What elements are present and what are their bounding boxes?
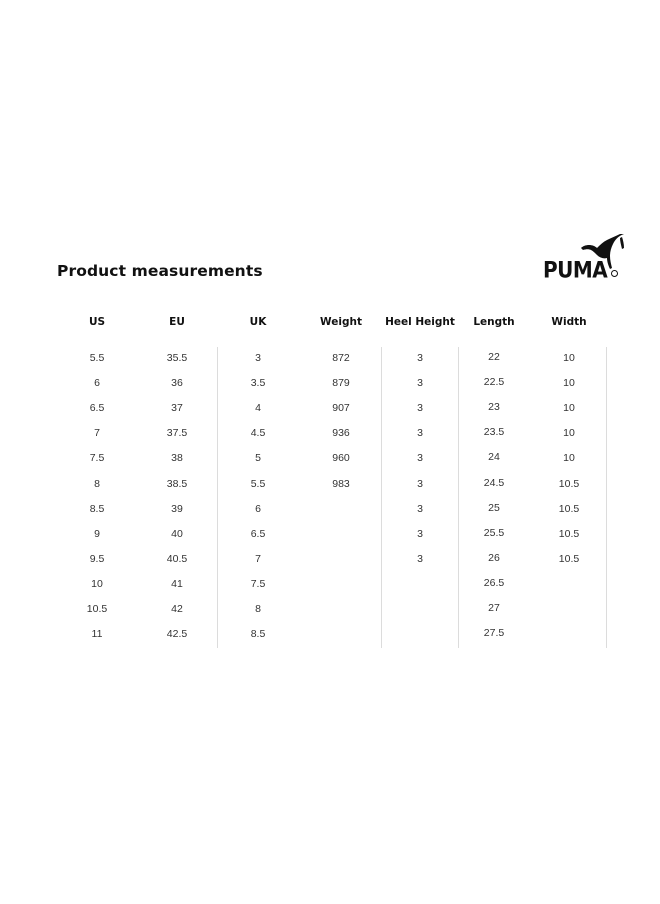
column-header-uk: UK bbox=[249, 316, 267, 328]
table-cell-uk: 3.5 bbox=[250, 377, 266, 390]
table-cell-uk: 5.5 bbox=[250, 477, 266, 490]
table-cell-length: 25.5 bbox=[483, 526, 505, 539]
table-cell-uk: 7.5 bbox=[250, 577, 266, 590]
table-cell-length: 27.5 bbox=[483, 627, 505, 640]
table-cell-length: 27 bbox=[488, 602, 500, 614]
table-cell-heel-height: 3 bbox=[417, 377, 423, 390]
table-cell-us: 10 bbox=[91, 577, 103, 590]
brand-logo bbox=[540, 232, 626, 284]
column-header-heel-height: Heel Height bbox=[385, 316, 455, 328]
table-cell-eu: 40 bbox=[171, 527, 183, 540]
table-cell-eu: 42.5 bbox=[166, 628, 188, 641]
table-cell-uk: 7 bbox=[255, 552, 261, 565]
table-cell-eu: 35.5 bbox=[166, 352, 188, 364]
table-cell-width: 10.5 bbox=[558, 527, 580, 540]
table-cell-length: 25 bbox=[488, 501, 500, 514]
table-cell-length: 23.5 bbox=[483, 426, 505, 439]
table-cell-length: 24 bbox=[488, 451, 500, 464]
table-cell-us: 6.5 bbox=[89, 402, 105, 415]
column-divider bbox=[217, 347, 218, 648]
column-header-eu: EU bbox=[169, 316, 185, 328]
table-cell-heel-height: 3 bbox=[417, 402, 423, 415]
table-cell-eu: 38.5 bbox=[166, 477, 188, 490]
brand-wordmark: PUMA bbox=[543, 256, 608, 283]
table-cell-uk: 8.5 bbox=[250, 628, 266, 641]
table-cell-uk: 4.5 bbox=[250, 427, 266, 440]
table-cell-weight: 936 bbox=[332, 427, 350, 440]
table-cell-uk: 5 bbox=[255, 452, 261, 465]
table-cell-length: 23 bbox=[488, 401, 500, 414]
table-cell-uk: 3 bbox=[255, 352, 261, 364]
table-cell-eu: 37 bbox=[171, 402, 183, 415]
table-cell-eu: 41 bbox=[171, 577, 183, 590]
table-cell-us: 7 bbox=[94, 427, 100, 440]
table-cell-width: 10.5 bbox=[558, 477, 580, 490]
column-header-width: Width bbox=[551, 316, 587, 328]
table-cell-width: 10.5 bbox=[558, 552, 580, 565]
table-cell-us: 8 bbox=[94, 477, 100, 490]
table-cell-length: 26.5 bbox=[483, 576, 505, 589]
table-cell-eu: 38 bbox=[171, 452, 183, 465]
table-cell-width: 10 bbox=[563, 452, 575, 465]
table-cell-length: 22.5 bbox=[483, 376, 505, 389]
table-cell-uk: 8 bbox=[255, 603, 261, 615]
table-cell-us: 7.5 bbox=[89, 452, 105, 465]
table-cell-heel-height: 3 bbox=[417, 452, 423, 465]
table-cell-width: 10 bbox=[563, 402, 575, 415]
table-cell-width: 10 bbox=[563, 377, 575, 390]
page-title: Product measurements bbox=[57, 262, 263, 280]
table-cell-eu: 39 bbox=[171, 502, 183, 515]
table-cell-heel-height: 3 bbox=[417, 352, 423, 364]
table-cell-uk: 4 bbox=[255, 402, 261, 415]
table-cell-eu: 40.5 bbox=[166, 552, 188, 565]
table-cell-eu: 42 bbox=[171, 603, 183, 615]
table-cell-width: 10.5 bbox=[558, 502, 580, 515]
table-cell-uk: 6.5 bbox=[250, 527, 266, 540]
table-cell-weight: 960 bbox=[332, 452, 350, 465]
column-divider bbox=[458, 347, 459, 648]
table-cell-us: 10.5 bbox=[86, 603, 108, 615]
table-cell-eu: 37.5 bbox=[166, 427, 188, 440]
table-cell-weight: 983 bbox=[332, 477, 350, 490]
column-header-weight: Weight bbox=[320, 316, 362, 328]
table-cell-length: 22 bbox=[488, 351, 500, 363]
table-cell-us: 9.5 bbox=[89, 552, 105, 565]
table-cell-weight: 879 bbox=[332, 377, 350, 390]
table-cell-length: 26 bbox=[488, 551, 500, 564]
column-header-length: Length bbox=[473, 316, 515, 328]
column-header-us: US bbox=[88, 316, 106, 328]
table-cell-us: 9 bbox=[94, 527, 100, 540]
table-cell-us: 6 bbox=[94, 377, 100, 390]
table-cell-weight: 872 bbox=[332, 352, 350, 364]
table-cell-us: 8.5 bbox=[89, 502, 105, 515]
table-cell-heel-height: 3 bbox=[417, 502, 423, 515]
column-divider bbox=[606, 347, 607, 648]
table-cell-us: 5.5 bbox=[89, 352, 105, 364]
table-cell-heel-height: 3 bbox=[417, 427, 423, 440]
table-cell-heel-height: 3 bbox=[417, 552, 423, 565]
table-cell-eu: 36 bbox=[171, 377, 183, 390]
table-cell-width: 10 bbox=[563, 352, 575, 364]
table-cell-width: 10 bbox=[563, 427, 575, 440]
registered-mark-icon bbox=[611, 270, 618, 277]
table-cell-uk: 6 bbox=[255, 502, 261, 515]
table-cell-heel-height: 3 bbox=[417, 477, 423, 490]
table-cell-length: 24.5 bbox=[483, 476, 505, 489]
column-divider bbox=[381, 347, 382, 648]
table-cell-heel-height: 3 bbox=[417, 527, 423, 540]
table-cell-us: 11 bbox=[91, 628, 103, 641]
table-cell-weight: 907 bbox=[332, 402, 350, 415]
